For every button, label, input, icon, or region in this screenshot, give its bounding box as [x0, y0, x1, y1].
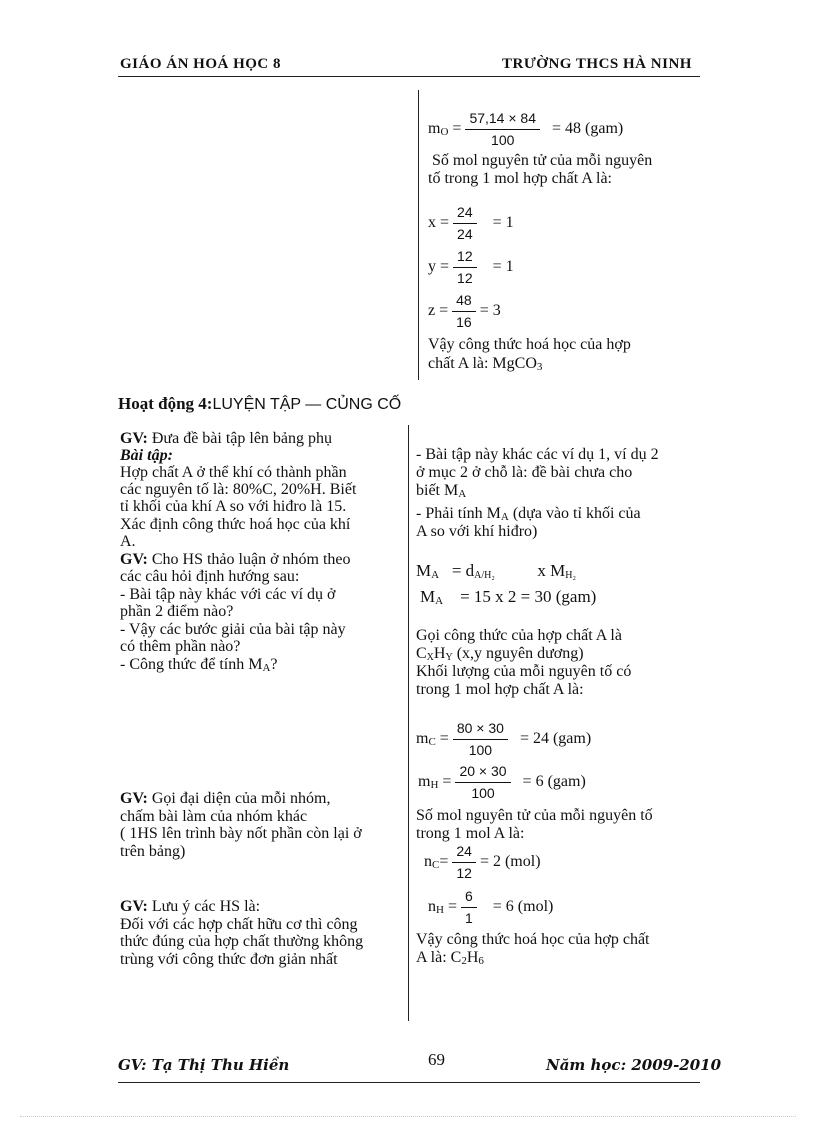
- nc-equation: nC= $\frac{24}{12}$ = 2 (mol): [424, 843, 541, 881]
- question-3: - Công thức để tính MA?: [120, 656, 278, 674]
- header-rule: [118, 76, 700, 77]
- call-formula-2: CXHY (x,y nguyên dương): [416, 645, 584, 663]
- mh-equation: mH = $\frac{20 \times 30}{100}$ = 6 (gam): [418, 763, 586, 801]
- gv3-line-3: ( 1HS lên trình bày nốt phần còn lại ở: [120, 825, 362, 842]
- mo-fraction: $\frac{57,14 \times 84}{100}$: [465, 110, 540, 149]
- exercise-line-3: tỉ khối của khí A so với hiđro là 15.: [120, 498, 347, 515]
- exercise-line-5: A.: [120, 533, 136, 550]
- gv4-line-4: trùng với công thức đơn giản nhất: [120, 951, 338, 968]
- conclusion-2: chất A là: MgCO3: [428, 355, 543, 373]
- exercise-line-4: Xác định công thức hoá học của khí: [120, 516, 351, 533]
- conclusion-1: Vậy công thức hoá học của hợp: [428, 336, 631, 353]
- z-equation: z = $\frac{48}{16}$ = 3: [428, 292, 501, 330]
- nh-equation: nH = $\frac{6}{1}$ = 6 (mol): [428, 888, 554, 926]
- exercise-line-2: các nguyên tố là: 80%C, 20%H. Biết: [120, 481, 357, 498]
- mc-fraction: $\frac{80 \times 30}{100}$: [453, 720, 508, 759]
- activity-heading: [118, 394, 401, 414]
- question-2b: có thêm phần nào?: [120, 638, 241, 655]
- exercise-label: Bài tập:: [120, 447, 173, 464]
- question-2a: - Vậy các bước giải của bài tập này: [120, 621, 346, 638]
- y-fraction: $\frac{12}{12}$: [453, 248, 477, 287]
- page-number: 69: [428, 1050, 445, 1069]
- question-1a: - Bài tập này khác với các ví dụ ở: [120, 586, 336, 603]
- footer-teacher: GV: Tạ Thị Thu Hiền: [118, 1056, 290, 1074]
- gv4-line: GV: Lưu ý các HS là:: [120, 898, 261, 915]
- ma-formula: MA = dA/H₂ x MH₂: [416, 561, 576, 581]
- footer-school-year: Năm học: 2009-2010: [546, 1056, 722, 1074]
- answer-1: - Bài tập này khác các ví dụ 1, ví dụ 2: [416, 446, 659, 463]
- main-column-divider: [408, 425, 409, 1021]
- z-fraction: $\frac{48}{16}$: [452, 292, 476, 331]
- mass-text-1: Khối lượng của mỗi nguyên tố có: [416, 663, 632, 680]
- gv4-line-3: thức đúng của hợp chất thường không: [120, 933, 364, 950]
- gv2-line-2: các câu hỏi định hướng sau:: [120, 568, 300, 585]
- nh-fraction: $\frac{6}{1}$: [461, 888, 477, 927]
- answer-2: ở mục 2 ở chỗ là: đề bài chưa cho: [416, 464, 633, 481]
- gv3-line-4: trên bảng): [120, 843, 186, 860]
- question-1b: phần 2 điểm nào?: [120, 603, 234, 620]
- mass-text-2: trong 1 mol hợp chất A là:: [416, 681, 584, 698]
- header-right: TRƯỜNG THCS HÀ NINH: [502, 56, 692, 72]
- gv3-line: GV: Gọi đại diện của mỗi nhóm,: [120, 790, 331, 807]
- mh-fraction: $\frac{20 \times 30}{100}$: [455, 763, 510, 802]
- y-equation: y = $\frac{12}{12}$ = 1: [428, 248, 514, 286]
- x-equation: x = $\frac{24}{24}$ = 1: [428, 204, 514, 242]
- top-column-divider: [418, 90, 419, 380]
- mc-equation: mC = $\frac{80 \times 30}{100}$ = 24 (gam): [416, 720, 592, 758]
- activity-label: Hoạt động 4:: [118, 394, 213, 413]
- final-conclusion-1: Vậy công thức hoá học của hợp chất: [416, 931, 650, 948]
- x-fraction: $\frac{24}{24}$: [453, 204, 477, 243]
- gv3-line-2: chấm bài làm của nhóm khác: [120, 808, 308, 825]
- mol-count-1: Số mol nguyên tử của mỗi nguyên tố: [416, 807, 653, 824]
- page-edge-dots: [20, 1116, 796, 1117]
- mol-text-1: Số mol nguyên tử của mỗi nguyên: [432, 152, 653, 169]
- call-formula-1: Gọi công thức của hợp chất A là: [416, 627, 622, 644]
- footer-rule: [118, 1082, 700, 1083]
- answer-5: A so với khí hiđro): [416, 523, 538, 540]
- ma-value: MA = 15 x 2 = 30 (gam): [420, 587, 597, 607]
- exercise-line-1: Hợp chất A ở thể khí có thành phần: [120, 464, 347, 481]
- final-conclusion-2: A là: C2H6: [416, 949, 484, 967]
- mol-count-2: trong 1 mol A là:: [416, 825, 525, 842]
- answer-3: biết MA: [416, 482, 467, 500]
- mol-text-2: tố trong 1 mol hợp chất A là:: [428, 170, 612, 187]
- nc-fraction: $\frac{24}{12}$: [452, 843, 476, 882]
- mo-equation: mO = $\frac{57,14 \times 84}{100}$ = 48 (gam): [428, 110, 624, 148]
- gv1-line: GV: Đưa đề bài tập lên bảng phụ: [120, 430, 333, 447]
- gv4-line-2: Đối với các hợp chất hữu cơ thì công: [120, 916, 358, 933]
- gv2-line: GV: Cho HS thảo luận ở nhóm theo: [120, 551, 351, 568]
- activity-title: LUYỆN TẬP — CỦNG CỐ: [212, 396, 402, 413]
- header-left: GIÁO ÁN HOÁ HỌC 8: [120, 56, 282, 72]
- answer-4: - Phải tính MA (dựa vào tỉ khối của: [416, 505, 641, 523]
